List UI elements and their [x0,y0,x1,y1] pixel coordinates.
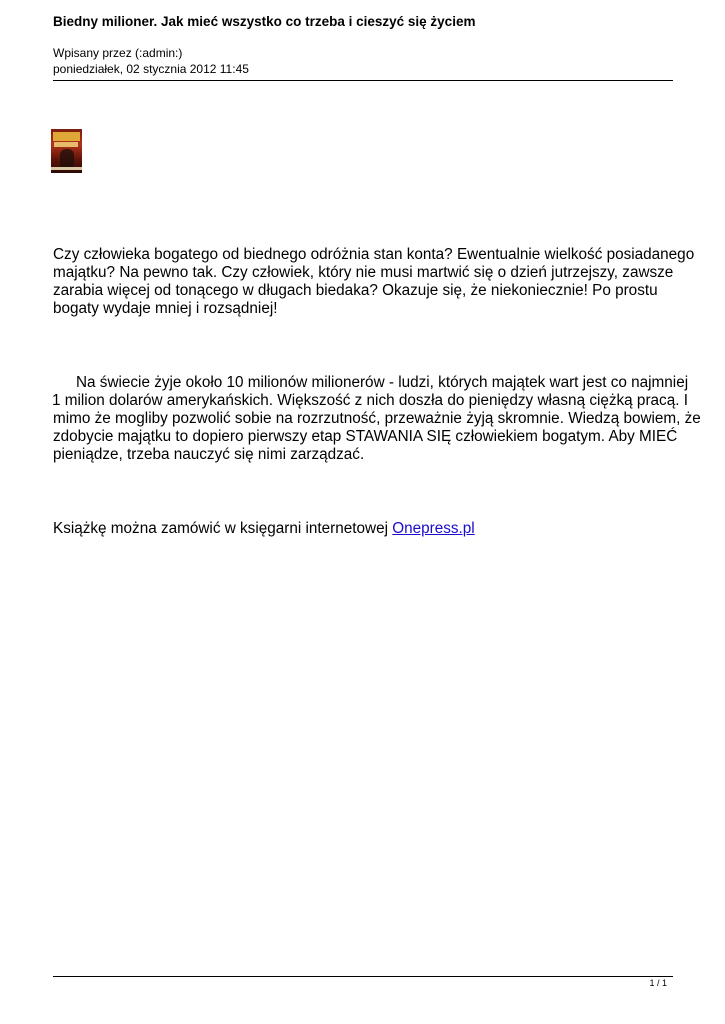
page-number: 1 / 1 [649,978,667,988]
order-text: Książkę można zamówić w księgarni internetowej [53,520,393,537]
author-line: Wpisany przez (:admin:) [53,46,183,60]
date-line: poniedziałek, 02 stycznia 2012 11:45 [53,62,249,76]
paragraph-millionaires [52,374,701,464]
paragraph-line: majątku? Na pewno tak. Czy człowiek, który nie musi martwić się o dzień jutrzejszy, zawsze [53,264,674,281]
footer-divider [53,976,673,977]
paragraph-line: bogaty wydaje mniej i rozsądniej! [53,300,278,317]
paragraph-line: 1 milion dolarów amerykańskich. Większość z nich doszła do pieniędzy własną ciężką pracą. I [52,392,688,409]
paragraph-line: zarabia więcej od tonącego w długach biedaka? Okazuje się, że niekoniecznie! Po prostu [53,282,658,299]
article-title: Biedny milioner. Jak mieć wszystko co trzeba i cieszyć się życiem [53,14,476,29]
paragraph-line: mimo że mogliby pozwolić sobie na rozrzutność, przeważnie żyją skromnie. Wiedzą bowiem, że [53,410,701,427]
paragraph-line: Na świecie żyje około 10 milionów milionerów - ludzi, których majątek wart jest co najmniej [76,374,689,391]
paragraph-line: zdobycie majątku to dopiero pierwszy etap STAWANIA SIĘ człowiekiem bogatym. Aby MIEĆ [53,428,678,445]
paragraph-line: Czy człowieka bogatego od biednego odróżnia stan konta? Ewentualnie wielkość posiadanego [53,246,695,263]
paragraph-order [53,520,678,538]
paragraph-line: pieniądze, trzeba nauczyć się nimi zarządzać. [53,446,365,463]
book-cover-image [51,129,82,173]
header-divider [53,80,673,81]
paragraph-intro [53,246,695,318]
onepress-link[interactable]: Onepress.pl [392,520,475,537]
